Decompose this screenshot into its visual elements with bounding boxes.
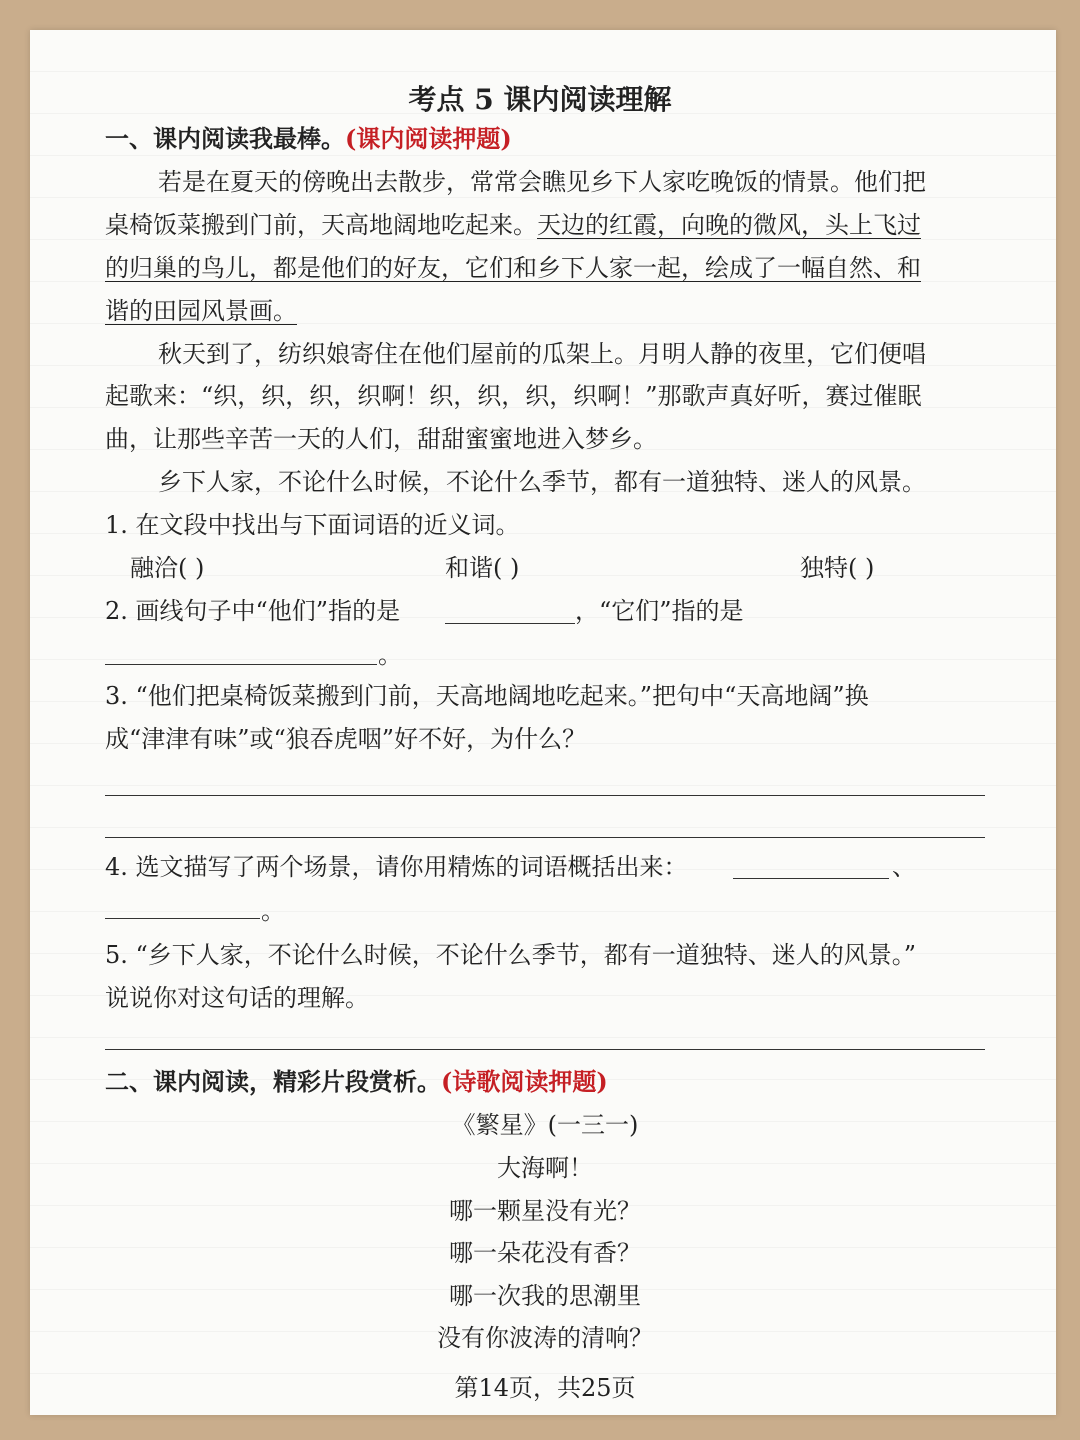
section-1-tag: (课内阅读押题) (345, 124, 512, 153)
section-1-heading: 一、课内阅读我最棒。(课内阅读押题) (105, 124, 512, 153)
underlined-sentence: 天边的红霞，向晚的微风，头上飞过 (537, 211, 921, 239)
question-1: 1. 在文段中找出与下面词语的近义词。 (105, 511, 520, 539)
q2-blank-1[interactable] (445, 623, 575, 624)
passage-line-6: 起歌来：“织，织，织，织啊！织，织，织，织啊！”那歌声真好听，赛过催眠 (105, 382, 922, 410)
q1-blank-dute[interactable]: 独特( ) (800, 554, 875, 582)
passage-line-1: 若是在夏天的傍晚出去散步，常常会瞧见乡下人家吃晚饭的情景。他们把 (158, 168, 926, 196)
page-footer: 第14页，共25页 (454, 1374, 636, 1402)
q2-blank-2[interactable] (105, 664, 377, 665)
question-2-end: 。 (378, 641, 402, 669)
section-2-tag: (诗歌阅读押题) (441, 1067, 608, 1096)
poem-line-4: 哪一次我的思潮里 (449, 1282, 641, 1310)
question-2-part-a: 2. 画线句子中“他们”指的是 (105, 597, 401, 625)
q3-answer-line-1[interactable] (105, 795, 985, 796)
poem-line-1: 大海啊！ (497, 1154, 593, 1182)
poem-line-2: 哪一颗星没有光？ (449, 1197, 641, 1225)
passage-line-7: 曲，让那些辛苦一天的人们，甜甜蜜蜜地进入梦乡。 (105, 425, 657, 453)
q5-answer-line[interactable] (105, 1049, 985, 1050)
page-title: 考点 5 课内阅读理解 (408, 83, 672, 116)
question-2-part-b: ，“它们”指的是 (575, 597, 744, 625)
section-2-heading: 二、课内阅读，精彩片段赏析。(诗歌阅读押题) (105, 1067, 608, 1096)
q1-blank-hexie[interactable]: 和谐( ) (445, 554, 520, 582)
q3-answer-line-2[interactable] (105, 837, 985, 838)
passage-line-4: 谐的田园风景画。 (105, 297, 297, 325)
question-3-line-2: 成“津津有味”或“狼吞虎咽”好不好，为什么？ (105, 725, 587, 753)
passage-line-5: 秋天到了，纺织娘寄住在他们屋前的瓜架上。月明人静的夜里，它们便唱 (158, 340, 926, 368)
question-5-line-1: 5. “乡下人家，不论什么时候，不论什么季节，都有一道独特、迷人的风景。” (105, 941, 917, 969)
q4-blank-2[interactable] (105, 918, 260, 919)
passage-line-2: 桌椅饭菜搬到门前，天高地阔地吃起来。天边的红霞，向晚的微风，头上飞过 (105, 211, 921, 239)
passage-line-3: 的归巢的鸟儿，都是他们的好友，它们和乡下人家一起，绘成了一幅自然、和 (105, 254, 921, 282)
question-3-line-1: 3. “他们把桌椅饭菜搬到门前，天高地阔地吃起来。”把句中“天高地阔”换 (105, 682, 869, 710)
question-4-line-1: 4. 选文描写了两个场景，请你用精炼的词语概括出来： (105, 853, 688, 881)
poem-title: 《繁星》(一三一) (451, 1111, 639, 1139)
question-4-end: 。 (261, 897, 285, 925)
question-5-line-2: 说说你对这句话的理解。 (105, 984, 369, 1012)
q1-blank-rongqia[interactable]: 融洽( ) (130, 554, 205, 582)
passage-line-8: 乡下人家，不论什么时候，不论什么季节，都有一道独特、迷人的风景。 (158, 468, 926, 496)
question-4-sep: 、 (892, 853, 916, 881)
poem-line-3: 哪一朵花没有香？ (449, 1239, 641, 1267)
q4-blank-1[interactable] (733, 878, 889, 879)
poem-line-5: 没有你波涛的清响？ (437, 1324, 653, 1352)
